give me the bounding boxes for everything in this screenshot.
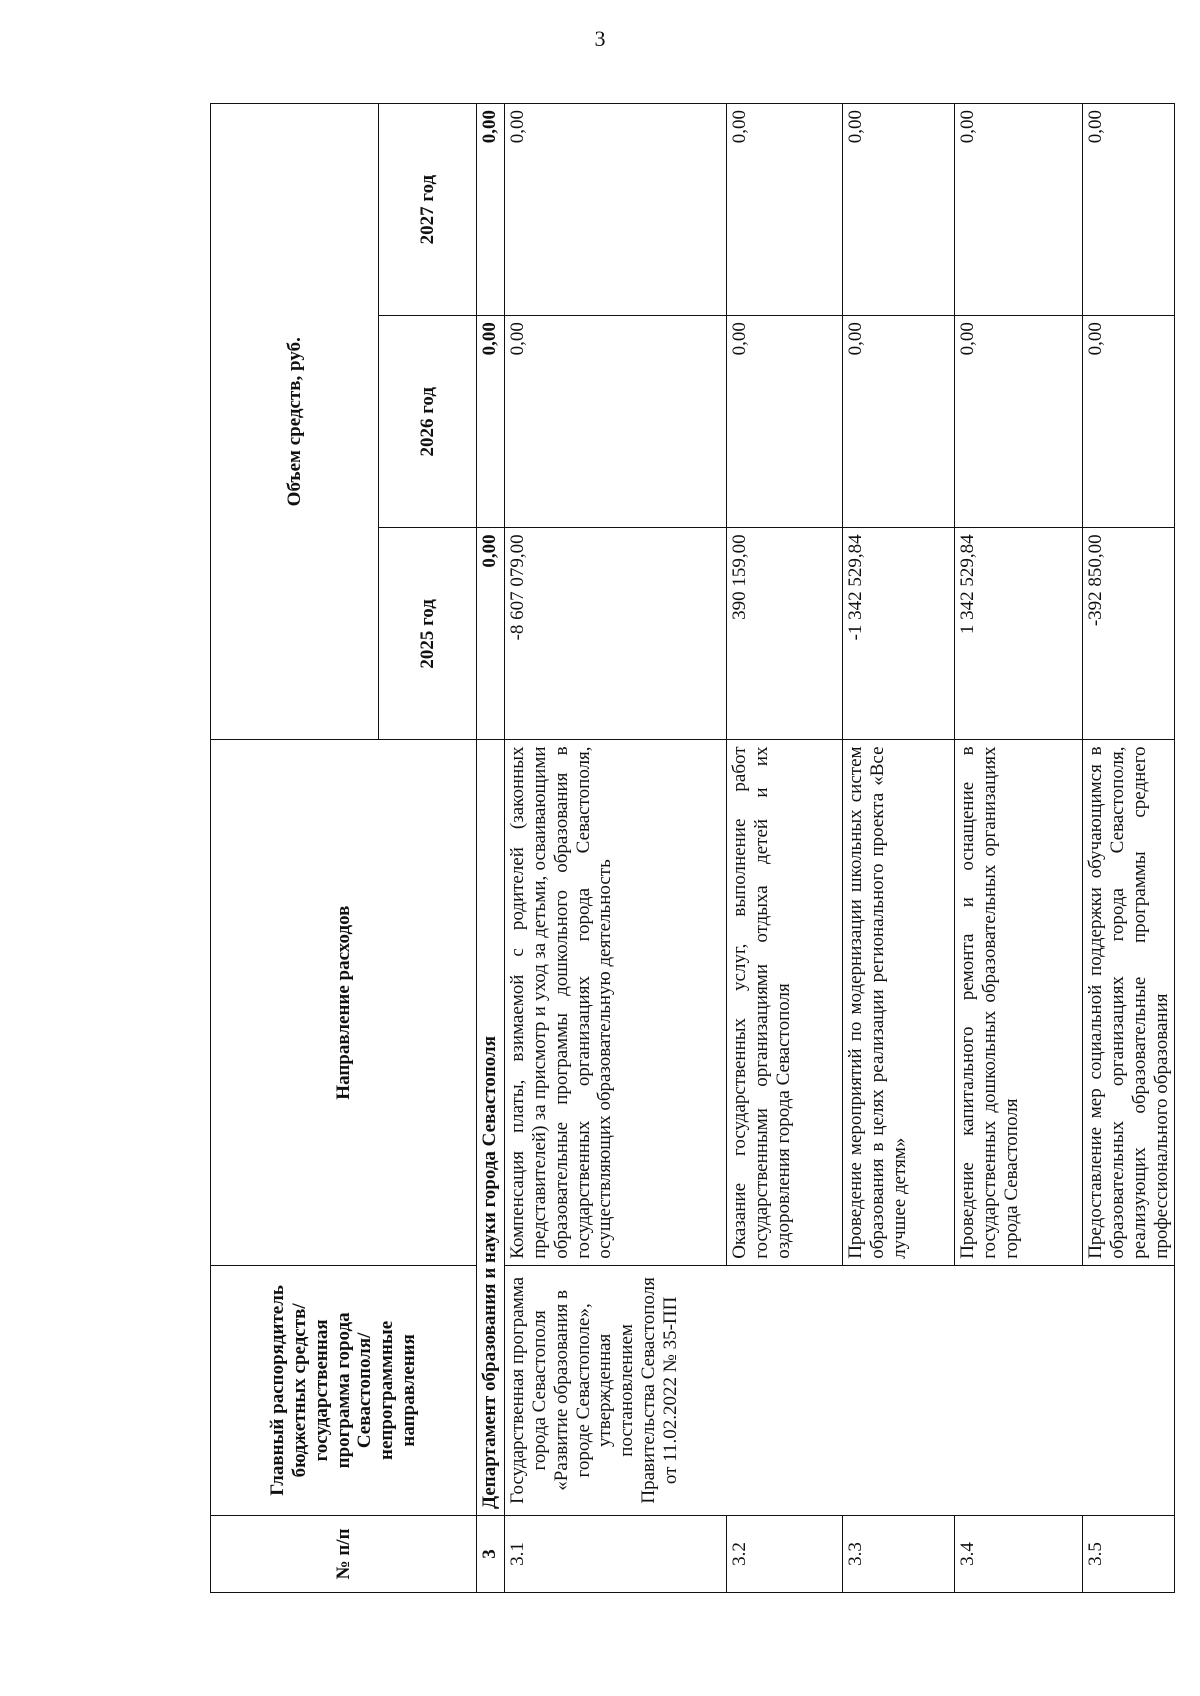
row-value-2026: 0,00 (505, 316, 727, 528)
row-value-2025: 390 159,00 (727, 528, 843, 740)
header-num: № п/п (211, 1515, 477, 1592)
header-year-2025: 2025 год (379, 528, 477, 740)
row-value-2027: 0,00 (727, 104, 843, 316)
header-direction: Направление расходов (211, 740, 477, 1265)
row-value-2025: -392 850,00 (1083, 528, 1175, 740)
budget-table (210, 103, 1175, 1593)
row-value-2027: 0,00 (843, 104, 955, 316)
dept-value-2025: 0,00 (477, 528, 505, 740)
program-owner: Государственная программа города Севастополя «Развитие образования в городе Севастополе», утвержденная постановлением Правительства Севастополя от 11.02.2022 № 35-ПП (505, 1265, 1175, 1515)
row-value-2025: -8 607 079,00 (505, 528, 727, 740)
rotated-table-wrapper (210, 103, 1172, 1593)
row-value-2025: 1 342 529,84 (955, 528, 1083, 740)
row-value-2025: -1 342 529,84 (843, 528, 955, 740)
row-value-2027: 0,00 (505, 104, 727, 316)
dept-num: 3 (477, 1515, 505, 1592)
row-direction: Оказание государственных услуг, выполнение работ государственными организациями отдыха детей и их оздоровления города Севастополя (727, 740, 843, 1265)
table-row (505, 104, 727, 1593)
page-number: 3 (594, 26, 606, 51)
row-value-2026: 0,00 (727, 316, 843, 528)
row-num: 3.4 (955, 1515, 1083, 1592)
header-owner: Главный распорядитель бюджетных средств/государственная программа города Севастополя/непрограммные направления (211, 1265, 477, 1515)
dept-value-2026: 0,00 (477, 316, 505, 528)
row-direction: Предоставление мер социальной поддержки обучающимся в образовательных организациях города Севастополя, реализующих образовательные программы среднего профессионального образования (1083, 740, 1175, 1265)
row-direction: Компенсация платы, взимаемой с родителей (законных представителей) за присмотр и уход за детьми, осваивающими образовательные программы дошкольного образования в государственных организациях города Севастополя, осуществляющих образовательную деятельность (505, 740, 727, 1265)
row-num: 3.3 (843, 1515, 955, 1592)
dept-value-2027: 0,00 (477, 104, 505, 316)
row-value-2026: 0,00 (843, 316, 955, 528)
row-value-2027: 0,00 (955, 104, 1083, 316)
row-value-2026: 0,00 (955, 316, 1083, 528)
row-direction: Проведение капитального ремонта и оснащение в государственных дошкольных образовательных организациях города Севастополя (955, 740, 1083, 1265)
row-value-2026: 0,00 (1083, 316, 1175, 528)
row-value-2027: 0,00 (1083, 104, 1175, 316)
row-num: 3.2 (727, 1515, 843, 1592)
dept-title: Департамент образования и науки города Севастополя (477, 740, 505, 1516)
row-num: 3.1 (505, 1515, 727, 1592)
row-num: 3.5 (1083, 1515, 1175, 1592)
header-amount-group: Объем средств, руб. (211, 104, 379, 740)
dept-row (477, 104, 505, 1593)
header-year-2026: 2026 год (379, 316, 477, 528)
header-year-2027: 2027 год (379, 104, 477, 316)
row-direction: Проведение мероприятий по модернизации школьных систем образования в целях реализации регионального проекта «Все лучшее детям» (843, 740, 955, 1265)
